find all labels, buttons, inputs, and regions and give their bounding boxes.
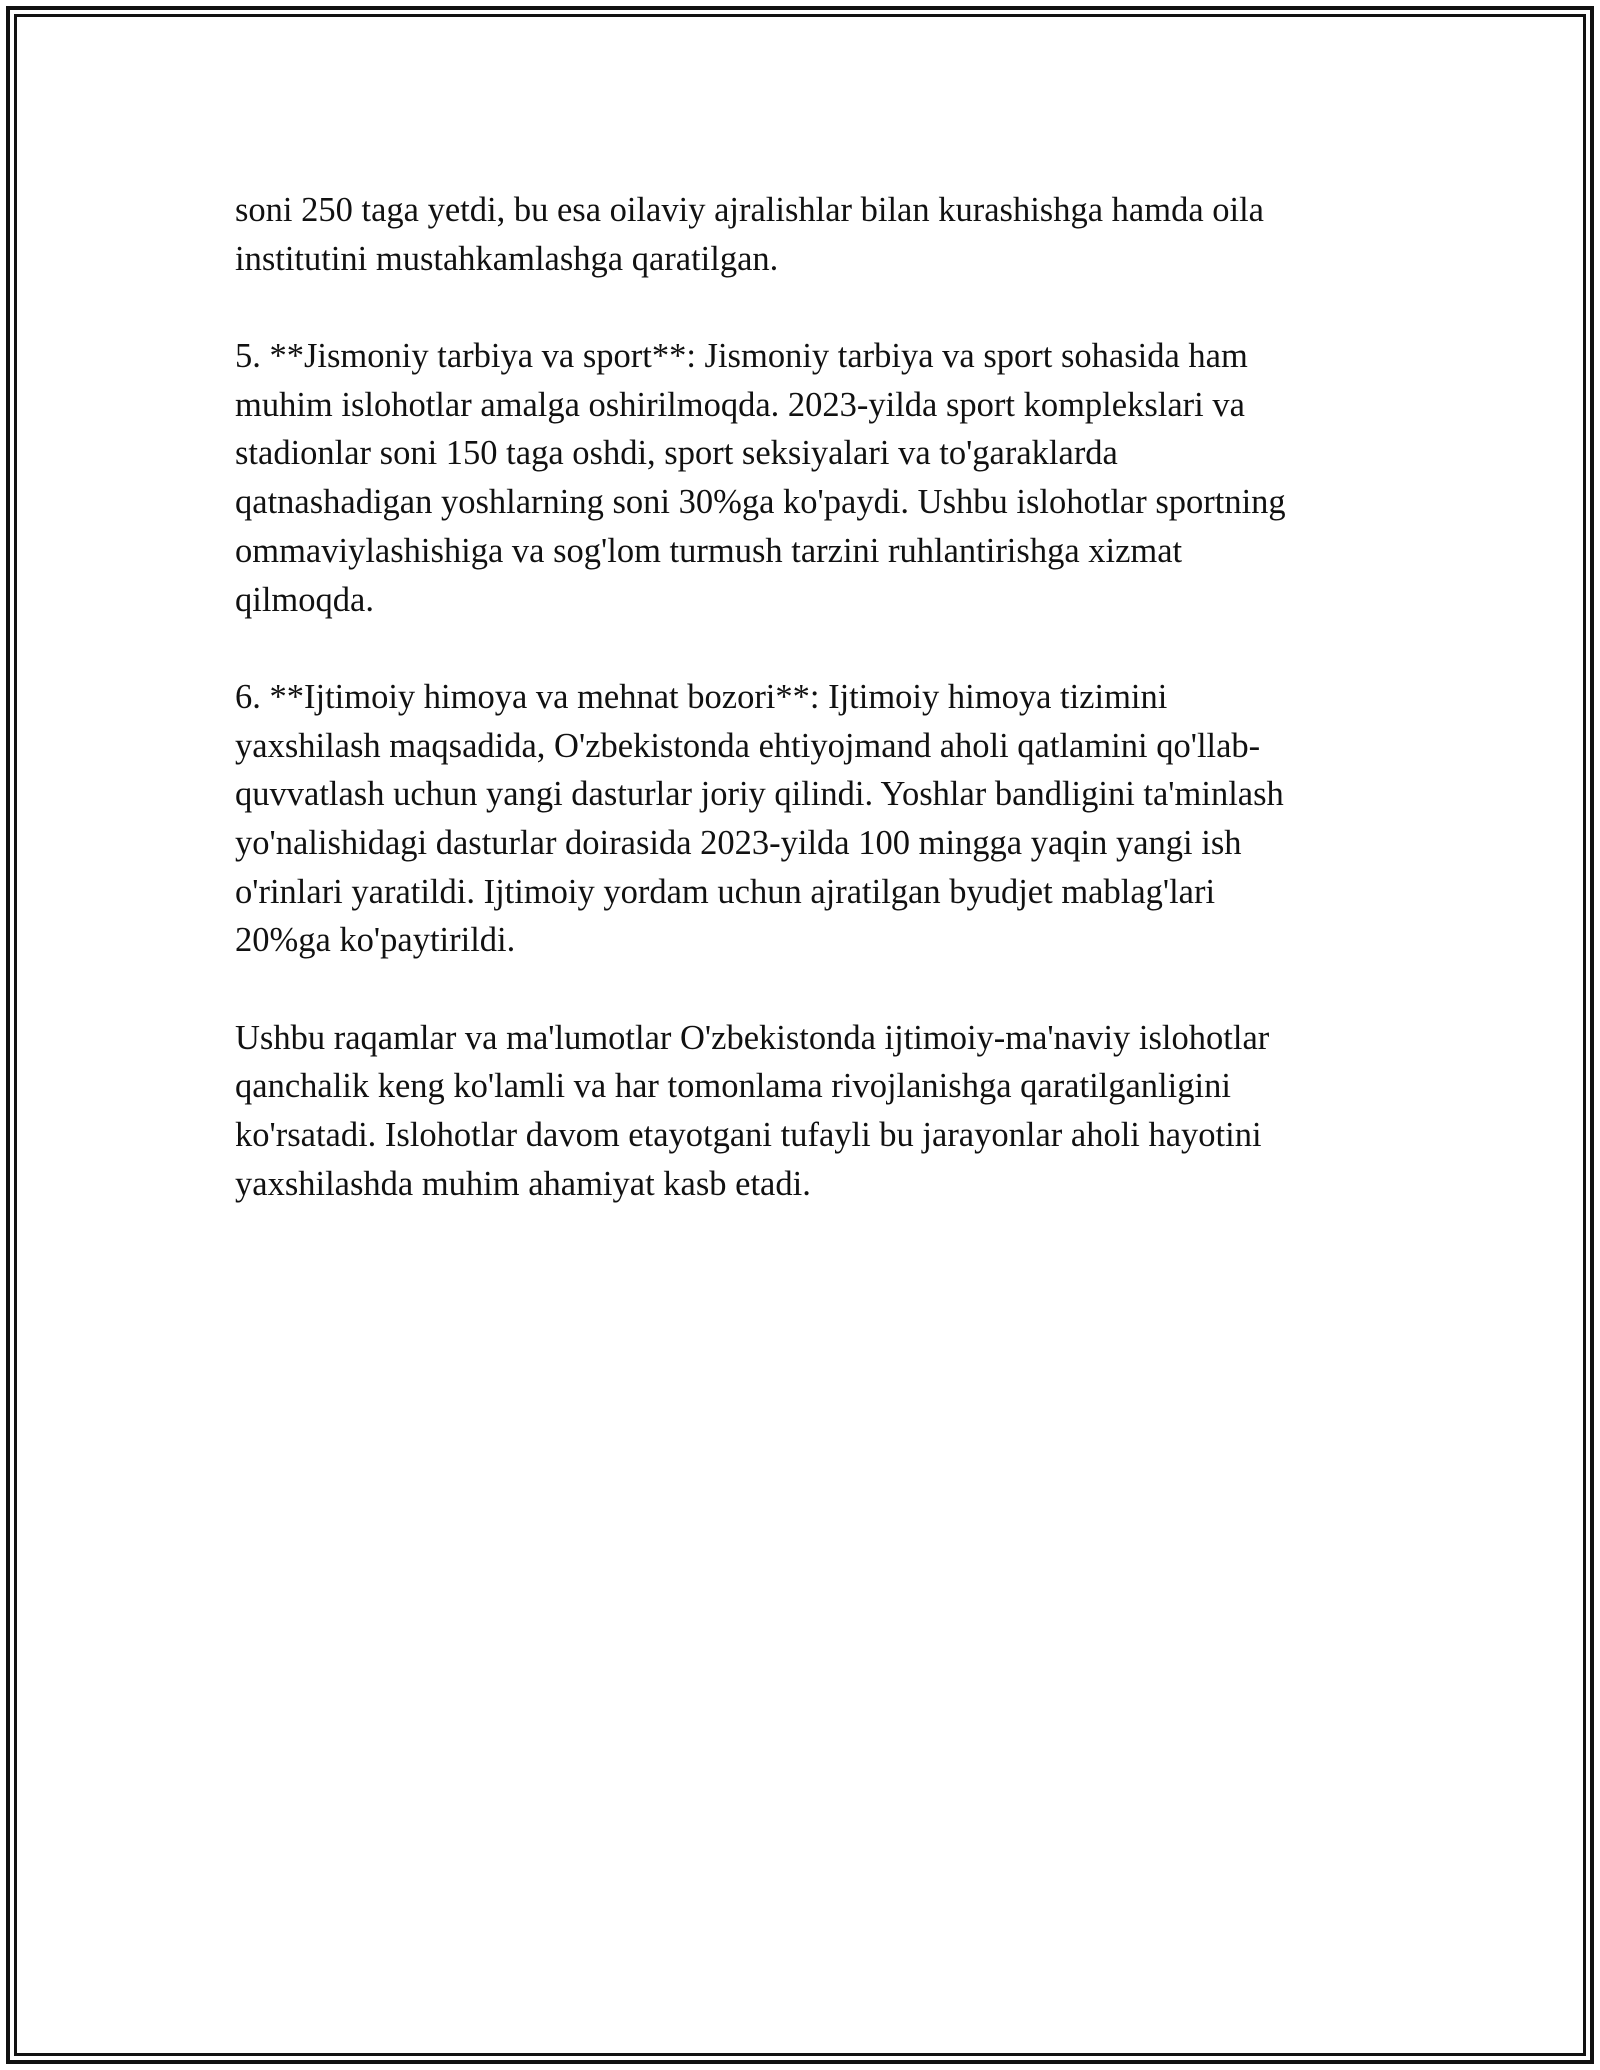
text-line: ommaviylashishiga va sog'lom turmush tarzini ruhlantirishga xizmat <box>235 531 1183 570</box>
text-line: quvvatlash uchun yangi dasturlar joriy qilindi. Yoshlar bandligini ta'minlash <box>235 775 1284 814</box>
paragraph-sport <box>235 332 1365 624</box>
paragraph-social-protection <box>235 673 1365 965</box>
text-line: soni 250 taga yetdi, bu esa oilaviy ajralishlar bilan kurashishga hamda oila <box>235 191 1264 229</box>
text-line: yaxshilashda muhim ahamiyat kasb etadi. <box>235 1164 811 1203</box>
text-line: ko'rsatadi. Islohotlar davom etayotgani tufayli bu jarayonlar aholi hayotini <box>235 1116 1262 1155</box>
text-line: stadionlar soni 150 taga oshdi, sport seksiyalari va to'garaklarda <box>235 434 1118 473</box>
text-line: 5. **Jismoniy tarbiya va sport**: Jismoniy tarbiya va sport sohasida ham <box>235 337 1248 376</box>
text-line: 20%ga ko'paytirildi. <box>235 921 516 960</box>
text-line: muhim islohotlar amalga oshirilmoqda. 2023-yilda sport komplekslari va <box>235 385 1245 424</box>
document-body <box>235 186 1365 1257</box>
paragraph-continuation <box>235 186 1365 283</box>
text-line: yaxshilash maqsadida, O'zbekistonda ehtiyojmand aholi qatlamini qo'llab- <box>235 726 1261 765</box>
text-line: o'rinlari yaratildi. Ijtimoiy yordam uchun ajratilgan byudjet mablag'lari <box>235 872 1216 911</box>
text-line: qilmoqda. <box>235 580 374 619</box>
text-line: Ushbu raqamlar va ma'lumotlar O'zbekistonda ijtimoiy-ma'naviy islohotlar <box>235 1018 1270 1057</box>
text-line: yo'nalishidagi dasturlar doirasida 2023-yilda 100 mingga yaqin yangi ish <box>235 823 1242 862</box>
text-line: 6. **Ijtimoiy himoya va mehnat bozori**: Ijtimoiy himoya tizimini <box>235 677 1168 716</box>
paragraph-conclusion <box>235 1014 1365 1209</box>
text-line: qatnashadigan yoshlarning soni 30%ga ko'paydi. Ushbu islohotlar sportning <box>235 483 1286 522</box>
text-line: institutini mustahkamlashga qaratilgan. <box>235 239 779 278</box>
text-line: qanchalik keng ko'lamli va har tomonlama rivojlanishga qaratilganligini <box>235 1067 1231 1106</box>
